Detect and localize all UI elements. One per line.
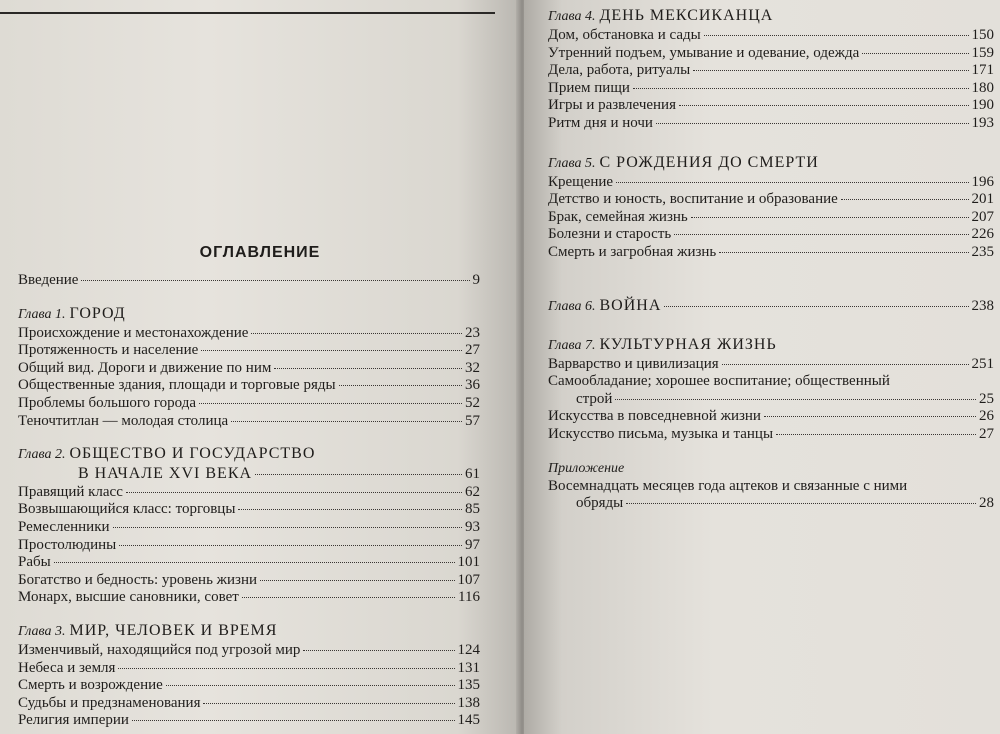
- entry-page: 226: [971, 226, 994, 243]
- toc-entry: [548, 209, 994, 227]
- appendix-title-line1: Восемнадцать месяцев года ацтеков и связанные с ними: [548, 477, 908, 494]
- entry-title: Смерть и загробная жизнь: [548, 243, 717, 260]
- chapter-label: Глава 1.: [18, 306, 66, 322]
- toc-entry: [548, 408, 994, 426]
- chapter-title: ГОРОД: [69, 304, 126, 322]
- toc-entry: [18, 712, 480, 730]
- toc-right-column: [548, 6, 994, 513]
- toc-entry: [548, 27, 994, 45]
- entry-page: 57: [465, 412, 480, 429]
- entry-page: 107: [457, 571, 480, 588]
- toc-entry: [548, 97, 994, 115]
- entry-title: Утренний подъем, умывание и одевание, одежда: [548, 44, 860, 61]
- entry-title: Изменчивый, находящийся под угрозой мир: [18, 641, 301, 658]
- toc-entry: [548, 391, 994, 409]
- entry-page: 28: [979, 495, 994, 512]
- entry-title: Возвышающийся класс: торговцы: [18, 501, 236, 518]
- toc-entry: [548, 426, 994, 444]
- toc-entry: [548, 356, 994, 374]
- entry-page: 27: [979, 425, 994, 442]
- entry-title: Правящий класс: [18, 483, 123, 500]
- entry-page: 9: [472, 272, 480, 288]
- toc-entry: [548, 244, 994, 262]
- entry-page: 32: [465, 359, 480, 376]
- entry-title: Игры и развлечения: [548, 97, 676, 114]
- toc-entry: [18, 660, 480, 678]
- entry-page: 150: [971, 27, 994, 43]
- entry-title-line1: Самообладание; хорошее воспитание; общественный: [548, 373, 890, 390]
- entry-page: 36: [465, 377, 480, 394]
- entry-title: Ремесленники: [18, 518, 110, 535]
- entry-page: 52: [465, 394, 480, 411]
- entry-page: 159: [971, 44, 994, 61]
- entry-title: Введение: [18, 272, 79, 288]
- entry-title: Теночтитлан — молодая столица: [18, 412, 229, 429]
- entry-page: 196: [971, 173, 994, 190]
- entry-page: 62: [465, 483, 480, 500]
- entry-page: 93: [465, 518, 480, 535]
- entry-title: Протяженность и население: [18, 342, 199, 359]
- entry-title: Общественные здания, площади и торговые ряды: [18, 377, 336, 394]
- chapter-6: [548, 296, 994, 317]
- toc-entry: [18, 554, 480, 572]
- chapter-title: С РОЖДЕНИЯ ДО СМЕРТИ: [599, 153, 819, 171]
- right-page: [524, 0, 1000, 734]
- chapter-label: Глава 6.: [548, 298, 596, 314]
- entry-title: Дом, обстановка и сады: [548, 27, 701, 43]
- chapter-heading: [548, 296, 994, 317]
- entry-title: Крещение: [548, 173, 614, 190]
- toc-left-column: [18, 272, 480, 730]
- toc-entry: [18, 677, 480, 695]
- entry-title: Детство и юность, воспитание и образование: [548, 191, 838, 208]
- toc-entry: [548, 115, 994, 133]
- chapter-heading: [18, 444, 480, 465]
- toc-entry: [18, 342, 480, 360]
- chapter-heading: [548, 335, 994, 356]
- entry-title: Искусство письма, музыка и танцы: [548, 425, 774, 442]
- chapter-5: [548, 153, 994, 262]
- toc-entry: [18, 413, 480, 431]
- entry-page: 25: [979, 390, 994, 407]
- top-rule: [0, 12, 495, 14]
- entry-page: 131: [457, 659, 480, 676]
- chapter-label: Глава 7.: [548, 337, 596, 353]
- chapter-2: [18, 444, 480, 607]
- entry-title: Прием пищи: [548, 79, 630, 96]
- entry-title: Проблемы большого города: [18, 394, 197, 411]
- toc-entry: [18, 589, 480, 607]
- entry-title: Небеса и земля: [18, 659, 116, 676]
- entry-page: 85: [465, 501, 480, 518]
- chapter-label: Глава 3.: [18, 623, 66, 639]
- chapter-label: Глава 2.: [18, 447, 66, 463]
- toc-entry: [548, 174, 994, 192]
- entry-page: 124: [457, 641, 480, 658]
- chapter-title: ВОЙНА: [599, 296, 662, 314]
- entry-title: Судьбы и предзнаменования: [18, 694, 201, 711]
- entry-title: Ритм дня и ночи: [548, 114, 653, 131]
- chapter-heading: [18, 621, 480, 642]
- entry-title: Смерть и возрождение: [18, 677, 163, 694]
- toc-entry: [548, 191, 994, 209]
- entry-page: 207: [971, 208, 994, 225]
- toc-heading: ОГЛАВЛЕНИЕ: [199, 244, 321, 261]
- chapter-page: 238: [971, 297, 994, 314]
- entry-title: Дела, работа, ритуалы: [548, 62, 691, 79]
- entry-page: 171: [971, 62, 994, 79]
- toc-entry: [18, 325, 480, 343]
- entry-page: 201: [971, 191, 994, 208]
- appendix: [548, 460, 994, 513]
- entry-title: Брак, семейная жизнь: [548, 208, 688, 225]
- toc-entry: [548, 80, 994, 98]
- appendix-label: Приложение: [548, 460, 625, 476]
- toc-entry: [18, 377, 480, 395]
- entry-page: 27: [465, 342, 480, 359]
- chapter-7: [548, 335, 994, 444]
- chapter-label: Глава 5.: [548, 155, 596, 171]
- chapter-title-continuation: В НАЧАЛЕ XVI ВЕКА: [78, 465, 253, 483]
- chapter-page: 61: [465, 466, 480, 483]
- toc-entry: [548, 45, 994, 63]
- entry-title: Простолюдины: [18, 536, 117, 553]
- toc-entry: [18, 395, 480, 413]
- entry-page: 97: [465, 536, 480, 553]
- chapter-title-line2: [18, 465, 480, 484]
- toc-entry: [18, 537, 480, 555]
- chapter-title: ОБЩЕСТВО И ГОСУДАРСТВО: [69, 445, 316, 463]
- toc-entry: [18, 484, 480, 502]
- entry-title: Болезни и старость: [548, 226, 672, 243]
- entry-page: 180: [971, 79, 994, 96]
- entry-page: 101: [457, 554, 480, 571]
- toc-entry: [18, 572, 480, 590]
- entry-page: 23: [465, 324, 480, 341]
- entry-page: 193: [971, 114, 994, 131]
- entry-title: Варварство и цивилизация: [548, 355, 719, 372]
- entry-page: 116: [458, 589, 480, 606]
- entry-title: Богатство и бедность: уровень жизни: [18, 571, 258, 588]
- entry-title: Общий вид. Дороги и движение по ним: [18, 359, 272, 376]
- toc-entry: [548, 226, 994, 244]
- entry-title: Рабы: [18, 554, 51, 571]
- entry-title: Искусства в повседневной жизни: [548, 408, 761, 425]
- chapter-label: Глава 4.: [548, 9, 596, 24]
- entry-page: 145: [457, 712, 480, 729]
- entry-page: 26: [979, 408, 994, 425]
- entry-title: Происхождение и местонахождение: [18, 324, 249, 341]
- entry-page: 190: [971, 97, 994, 114]
- toc-entry: [548, 495, 994, 513]
- chapter-title: ДЕНЬ МЕКСИКАНЦА: [599, 7, 774, 24]
- toc-entry: [18, 695, 480, 713]
- toc-entry: [18, 642, 480, 660]
- chapter-heading: [18, 304, 480, 325]
- entry-title-continuation: обряды: [576, 495, 624, 512]
- entry-page: 251: [971, 355, 994, 372]
- entry-title: Монарх, высшие сановники, совет: [18, 589, 239, 606]
- toc-entry-intro: [18, 272, 480, 290]
- entry-page: 135: [457, 677, 480, 694]
- chapter-4: [548, 6, 994, 133]
- chapter-heading: [548, 6, 994, 27]
- toc-entry: [18, 360, 480, 378]
- toc-entry: [548, 62, 994, 80]
- entry-page: 235: [971, 243, 994, 260]
- chapter-title: МИР, ЧЕЛОВЕК И ВРЕМЯ: [69, 621, 278, 639]
- entry-page: 138: [457, 694, 480, 711]
- entry-title: Религия империи: [18, 712, 129, 729]
- chapter-title: КУЛЬТУРНАЯ ЖИЗНЬ: [599, 335, 777, 353]
- entry-title-continuation: строй: [576, 390, 613, 407]
- toc-entry: [18, 519, 480, 537]
- toc-entry: [18, 501, 480, 519]
- chapter-3: [18, 621, 480, 730]
- chapter-1: [18, 304, 480, 431]
- chapter-heading: [548, 153, 994, 174]
